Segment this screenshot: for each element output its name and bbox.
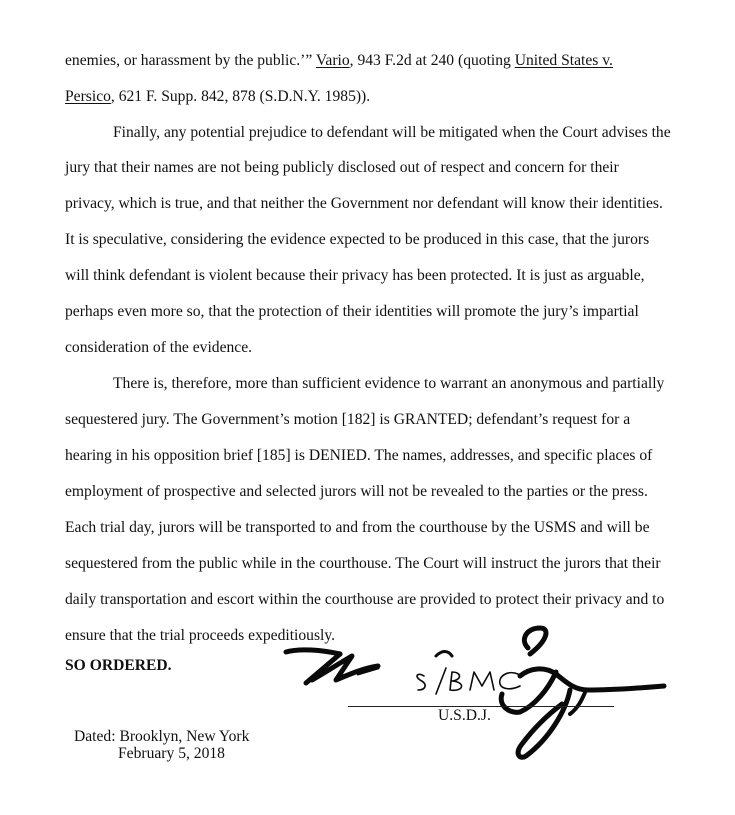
paragraph-line: will think defendant is violent because their privacy has been protected. It is just as arguable, bbox=[65, 267, 645, 284]
paragraph-line: Each trial day, jurors will be transported to and from the courthouse by the USMS and will be bbox=[65, 519, 650, 536]
paragraph-line: perhaps even more so, that the protection of their identities will promote the jury’s impartial bbox=[65, 303, 639, 320]
paragraph-line: hearing in his opposition brief [185] is DENIED. The names, addresses, and specific places of bbox=[65, 447, 653, 464]
text-span: , 943 F.2d at 240 (quoting bbox=[349, 52, 515, 69]
case-citation: Persico bbox=[65, 88, 111, 105]
paragraph-line: sequestered from the public while in the courthouse. The Court will instruct the jurors that their bbox=[65, 555, 661, 572]
paragraph-line: jury that their names are not being publicly disclosed out of respect and concern for their bbox=[65, 159, 619, 176]
paragraph-line: Finally, any potential prejudice to defendant will be mitigated when the Court advises the bbox=[113, 124, 671, 141]
dated-line: Dated: Brooklyn, New York bbox=[74, 728, 250, 745]
date-value: February 5, 2018 bbox=[118, 745, 225, 762]
so-ordered: SO ORDERED. bbox=[65, 657, 172, 674]
paragraph-line: There is, therefore, more than sufficient evidence to warrant an anonymous and partially bbox=[113, 375, 665, 392]
case-citation: Vario bbox=[315, 52, 350, 69]
text-span: enemies, or harassment by the public.’” bbox=[65, 52, 316, 69]
paragraph-line: employment of prospective and selected jurors will not be revealed to the parties or the press. bbox=[65, 483, 648, 500]
text-span: , 621 F. Supp. 842, 878 (S.D.N.Y. 1985)). bbox=[110, 88, 371, 105]
paragraph-line: daily transportation and escort within the courthouse are provided to protect their privacy and to bbox=[65, 591, 665, 608]
paragraph-line: privacy, which is true, and that neither the Government nor defendant will know their identities. bbox=[65, 195, 663, 212]
paragraph-line: sequestered jury. The Government’s motion [182] is GRANTED; defendant’s request for a bbox=[65, 411, 631, 428]
paragraph-line: ensure that the trial proceeds expeditiously. bbox=[65, 627, 336, 644]
judge-title: U.S.D.J. bbox=[438, 707, 491, 724]
case-citation: United States v. bbox=[514, 52, 613, 69]
paragraph-line: It is speculative, considering the evidence expected to be produced in this case, that the jurors bbox=[65, 231, 650, 248]
paragraph-line: consideration of the evidence. bbox=[65, 339, 253, 356]
